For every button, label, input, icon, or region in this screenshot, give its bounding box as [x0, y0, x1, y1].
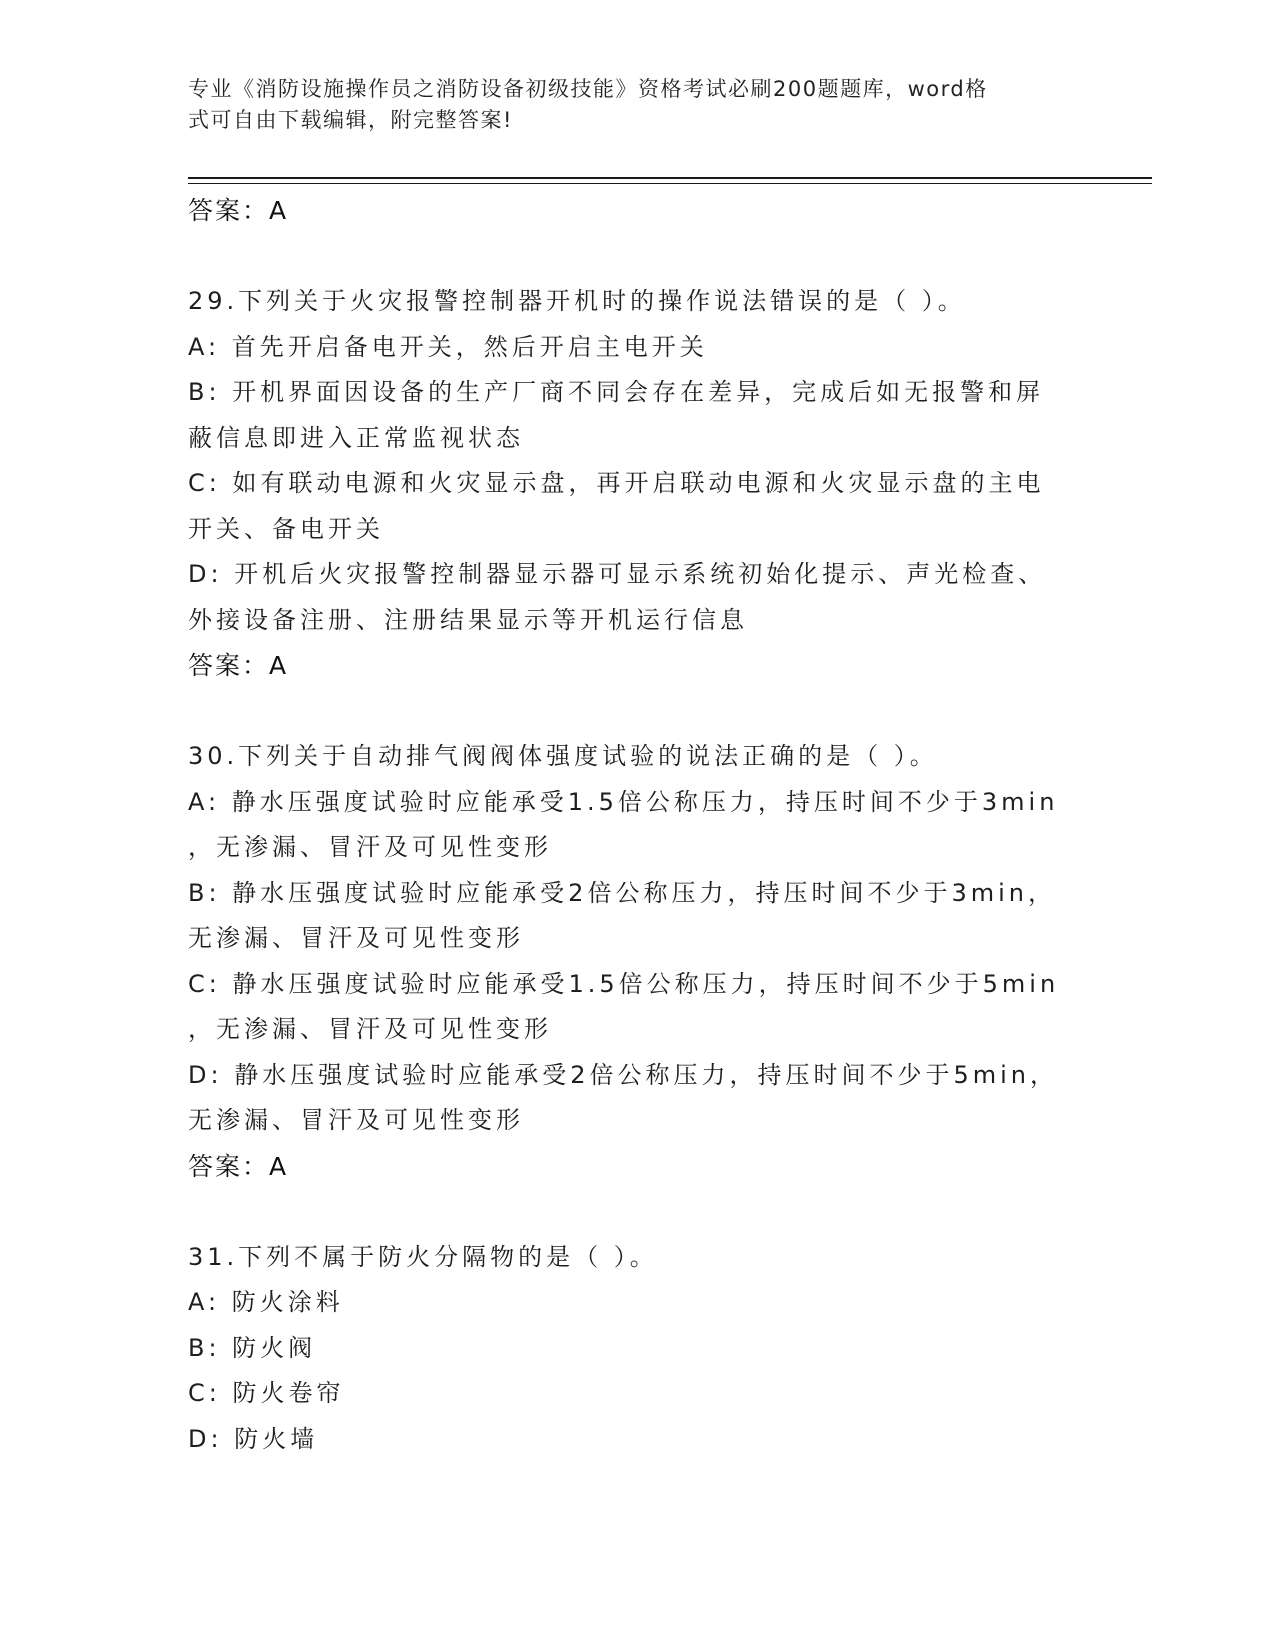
- option-b: B: 防火阀: [188, 1333, 317, 1362]
- option-a-line-2: ，无渗漏、冒汗及可见性变形: [188, 833, 552, 861]
- option-c-line-2: 开关、备电开关: [188, 514, 384, 543]
- header-divider-thin: [188, 183, 1152, 184]
- option-c-line-1: C: 如有联动电源和火灾显示盘，再开启联动电源和火灾显示盘的主电: [188, 469, 1045, 497]
- option-d-line-2: 无渗漏、冒汗及可见性变形: [188, 1106, 524, 1134]
- option-b-line-2: 蔽信息即进入正常监视状态: [188, 423, 524, 452]
- option-c-line-1: C: 静水压强度试验时应能承受1.5倍公称压力，持压时间不少于5min: [188, 969, 1060, 998]
- question-stem: 29.下列关于火灾报警控制器开机时的操作说法错误的是（ ）。: [188, 287, 966, 315]
- option-d-line-2: 外接设备注册、注册结果显示等开机运行信息: [188, 605, 748, 634]
- option-b-line-1: B: 开机界面因设备的生产厂商不同会存在差异，完成后如无报警和屏: [188, 378, 1045, 406]
- question-list: [188, 188, 1088, 1462]
- answer-30: 答案：A: [188, 1151, 289, 1181]
- option-b-line-2: 无渗漏、冒汗及可见性变形: [188, 924, 524, 952]
- question-stem: 31.下列不属于防火分隔物的是（ ）。: [188, 1242, 658, 1271]
- question-30: [188, 734, 1088, 1189]
- option-a-line-1: A: 静水压强度试验时应能承受1.5倍公称压力，持压时间不少于3min: [188, 787, 1059, 816]
- option-b-line-1: B: 静水压强度试验时应能承受2倍公称压力，持压时间不少于3min，: [188, 878, 1056, 907]
- option-d: D: 防火墙: [188, 1424, 319, 1453]
- header-divider-thick: [188, 177, 1152, 179]
- spacer: [188, 1189, 1088, 1235]
- option-d-line-1: D: 静水压强度试验时应能承受2倍公称压力，持压时间不少于5min，: [188, 1060, 1058, 1089]
- document-header: [188, 74, 1088, 136]
- option-a: A: 防火涂料: [188, 1288, 344, 1316]
- question-29: [188, 279, 1088, 689]
- answer-29: 答案：A: [188, 651, 289, 680]
- option-d-line-1: D: 开机后火灾报警控制器显示器可显示系统初始化提示、声光检查、: [188, 560, 1047, 588]
- header-line-1: 专业《消防设施操作员之消防设备初级技能》资格考试必刷200题题库，word格: [188, 77, 988, 101]
- header-line-2: 式可自由下载编辑，附完整答案!: [188, 108, 513, 132]
- option-c: C: 防火卷帘: [188, 1379, 345, 1407]
- spacer: [188, 234, 1088, 280]
- option-a: A: 首先开启备电开关，然后开启主电开关: [188, 332, 708, 361]
- spacer: [188, 689, 1088, 735]
- answer-28: 答案：A: [188, 196, 289, 225]
- question-stem: 30.下列关于自动排气阀阀体强度试验的说法正确的是（ ）。: [188, 742, 938, 770]
- option-c-line-2: ，无渗漏、冒汗及可见性变形: [188, 1015, 552, 1043]
- question-31: [188, 1235, 1088, 1463]
